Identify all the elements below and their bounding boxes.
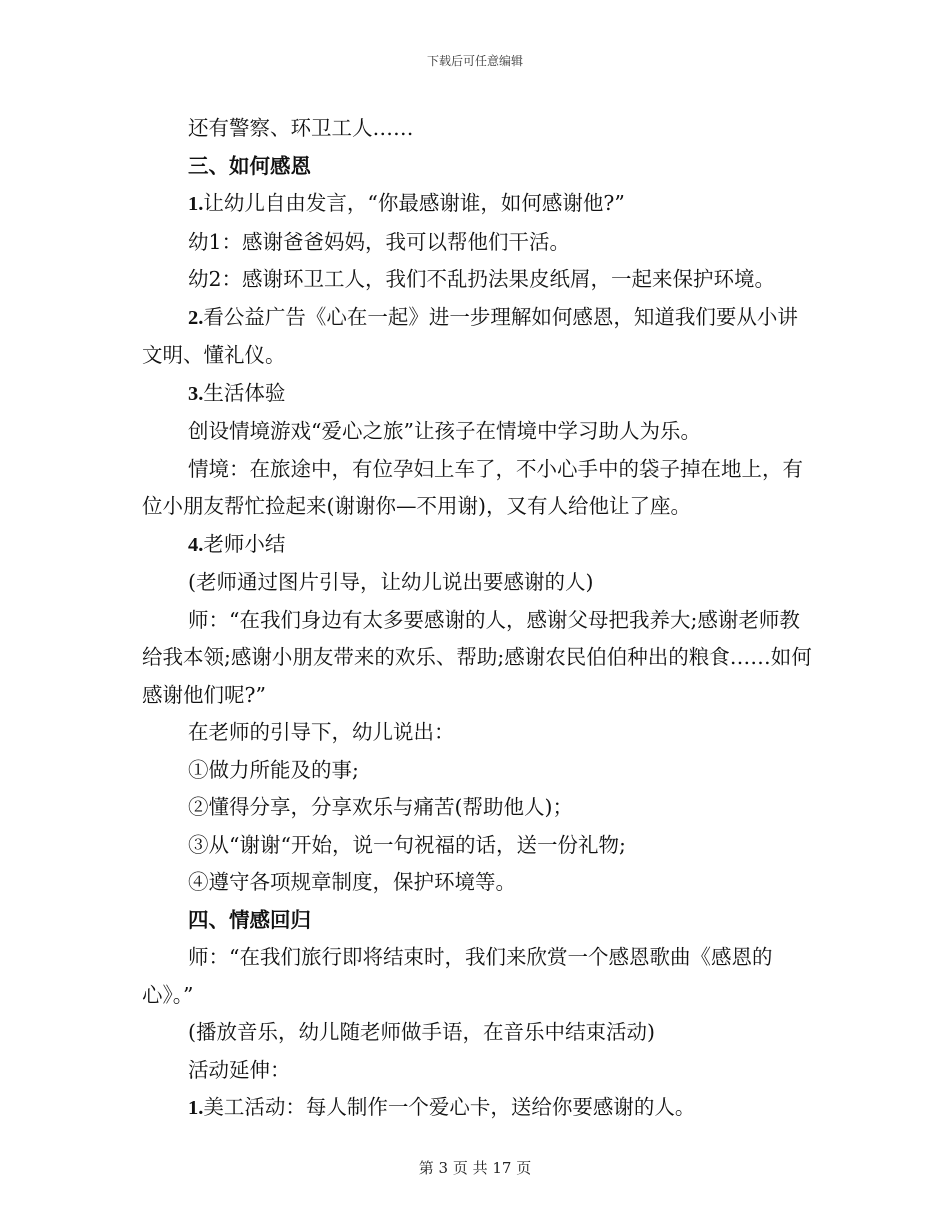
page-header: 下载后可任意编辑 [426,54,523,68]
item-number: 4. [188,533,204,556]
paragraph: 幼2：感谢环卫工人，我们不乱扔法果皮纸屑，一起来保护环境。 [188,267,776,291]
paragraph: 师：“在我们身边有太多要感谢的人，感谢父母把我养大;感谢老师教给我本领;感谢小朋友带来的欢乐、帮助;感谢农民伯伯种出的粮食……如何感谢他们呢?” [142,607,812,707]
paragraph: (播放音乐，幼儿随老师做手语，在音乐中结束活动) [188,1020,655,1044]
numbered-paragraph [142,1089,814,1128]
paragraph: 活动延伸： [188,1057,291,1082]
numbered-paragraph [142,185,814,224]
paragraph-text: 生活体验 [203,380,286,405]
item-number: 1. [188,1097,204,1119]
paragraph: (老师通过图片引导，让幼儿说出要感谢的人) [188,570,594,594]
numbered-paragraph [142,375,814,414]
paragraph-text: 看公益广告《心在一起》进一步理解如何感恩，知道我们要从小讲文明、懂礼仪。 [142,304,798,367]
paragraph: 还有警察、环卫工人…… [188,116,414,140]
numbered-paragraph [142,299,814,375]
list-item: ①做力所能及的事; [188,757,359,782]
numbered-paragraph [142,526,814,565]
paragraph: 情境：在旅途中，有位孕妇上车了，不小心手中的袋子掉在地上，有位小朋友帮忙捡起来(谢谢你—不用谢)，又有人给他让了座。 [142,456,803,518]
document-body [142,110,814,1128]
list-item: ②懂得分享，分享欢乐与痛苦(帮助他人)； [188,795,573,819]
list-item: ③从“谢谢“开始，说一句祝福的话，送一份礼物; [188,832,626,857]
item-number: 1. [188,193,204,215]
paragraph: 在老师的引导下，幼儿说出： [188,720,455,744]
section-heading: 三、如何感恩 [188,153,311,178]
item-number: 2. [188,306,204,329]
paragraph: 师：“在我们旅行即将结束时，我们来欣赏一个感恩歌曲《感恩的心》。” [142,945,773,1007]
item-number: 3. [188,382,204,405]
list-item: ④遵守各项规章制度，保护环境等。 [188,870,516,894]
page-footer: 第 3 页 共 17 页 [418,1159,532,1177]
paragraph: 创设情境游戏“爱心之旅”让孩子在情境中学习助人为乐。 [188,419,701,443]
paragraph-text: 老师小结 [203,531,286,556]
paragraph-text: 美工活动：每人制作一个爱心卡，送给你要感谢的人。 [203,1095,696,1119]
section-heading: 四、情感回归 [188,907,311,932]
paragraph-text: 让幼儿自由发言，“你最感谢谁，如何感谢他?” [203,191,625,215]
paragraph: 幼1：感谢爸爸妈妈，我可以帮他们干活。 [188,229,571,254]
